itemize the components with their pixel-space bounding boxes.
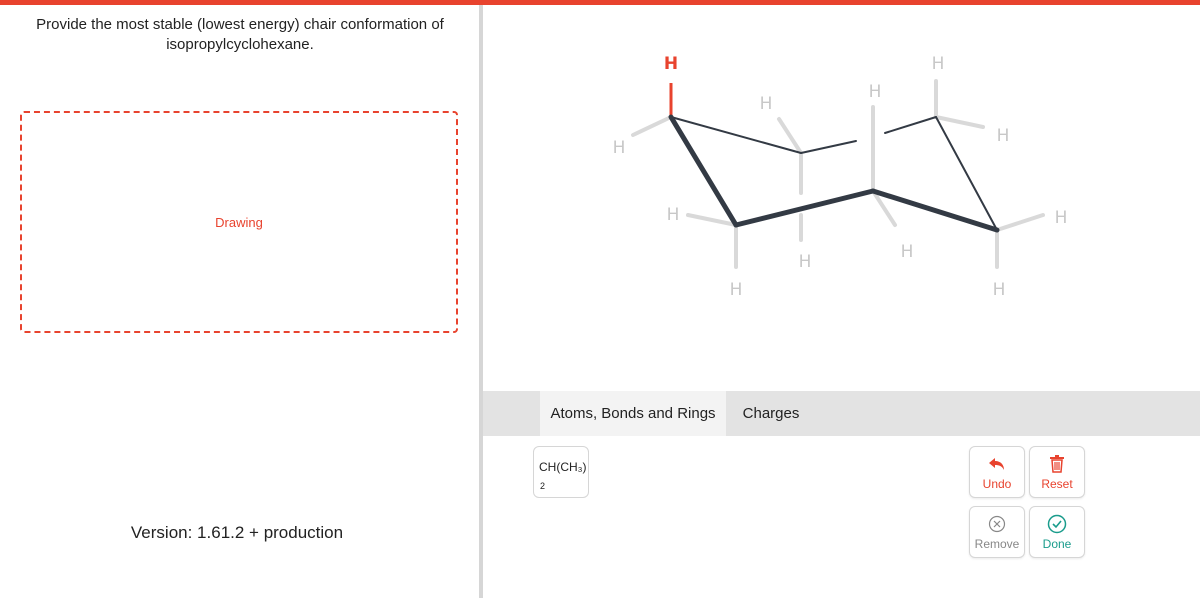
bond-h-c5-eq[interactable] [936, 117, 983, 127]
atom-h[interactable]: H [868, 82, 882, 102]
done-label: Done [1042, 537, 1072, 551]
ring-bond-c5-c4b[interactable] [885, 117, 936, 133]
tab-atoms-bonds-rings[interactable]: Atoms, Bonds and Rings [540, 391, 726, 436]
question-panel [0, 5, 479, 598]
bond-h-c6-eq[interactable] [997, 215, 1043, 230]
undo-button[interactable] [969, 446, 1025, 498]
chair-molecule[interactable] [483, 5, 1200, 391]
atom-h[interactable]: H [612, 138, 626, 158]
trash-icon [1030, 453, 1084, 475]
drawing-canvas[interactable] [483, 5, 1200, 391]
atom-h[interactable]: H [1054, 208, 1068, 228]
remove-circle-x-icon [970, 513, 1024, 535]
atom-h[interactable]: H [992, 280, 1006, 300]
tab-charges[interactable]: Charges [742, 405, 800, 422]
atom-h[interactable]: H [729, 280, 743, 300]
remove-label: Remove [974, 537, 1020, 551]
group-subscript: 2 [540, 481, 546, 491]
ring-bond-c4b-c3[interactable] [801, 141, 856, 153]
group-formula: CH(CH₃) [539, 460, 587, 474]
drawing-answer-box[interactable] [20, 111, 458, 333]
reset-button[interactable] [1029, 446, 1085, 498]
version-text: Version: 1.61.2 + production [130, 523, 344, 542]
undo-icon [970, 453, 1024, 475]
reset-label: Reset [1041, 477, 1073, 491]
question-line-1: Provide the most stable (lowest energy) chair conformation of [36, 16, 444, 33]
atom-h-selected[interactable]: H [663, 54, 679, 74]
atom-h[interactable]: H [931, 54, 945, 74]
question-line-2: isopropylcyclohexane. [166, 36, 314, 53]
ring-bond-c2-c4[interactable] [736, 191, 873, 225]
bond-h-c1-eq[interactable] [633, 117, 671, 135]
atom-h[interactable]: H [900, 242, 914, 262]
atom-h[interactable]: H [759, 94, 773, 114]
remove-button[interactable] [969, 506, 1025, 558]
atom-h[interactable]: H [666, 205, 680, 225]
atom-h[interactable]: H [996, 126, 1010, 146]
tool-panel [483, 436, 1200, 598]
isopropyl-group-button[interactable] [533, 446, 589, 498]
question-text [20, 15, 460, 55]
drawing-label: Drawing [215, 214, 263, 230]
tab-bar [483, 391, 1200, 436]
done-button[interactable] [1029, 506, 1085, 558]
check-circle-icon [1030, 513, 1084, 535]
atom-h[interactable]: H [798, 252, 812, 272]
undo-label: Undo [982, 477, 1012, 491]
